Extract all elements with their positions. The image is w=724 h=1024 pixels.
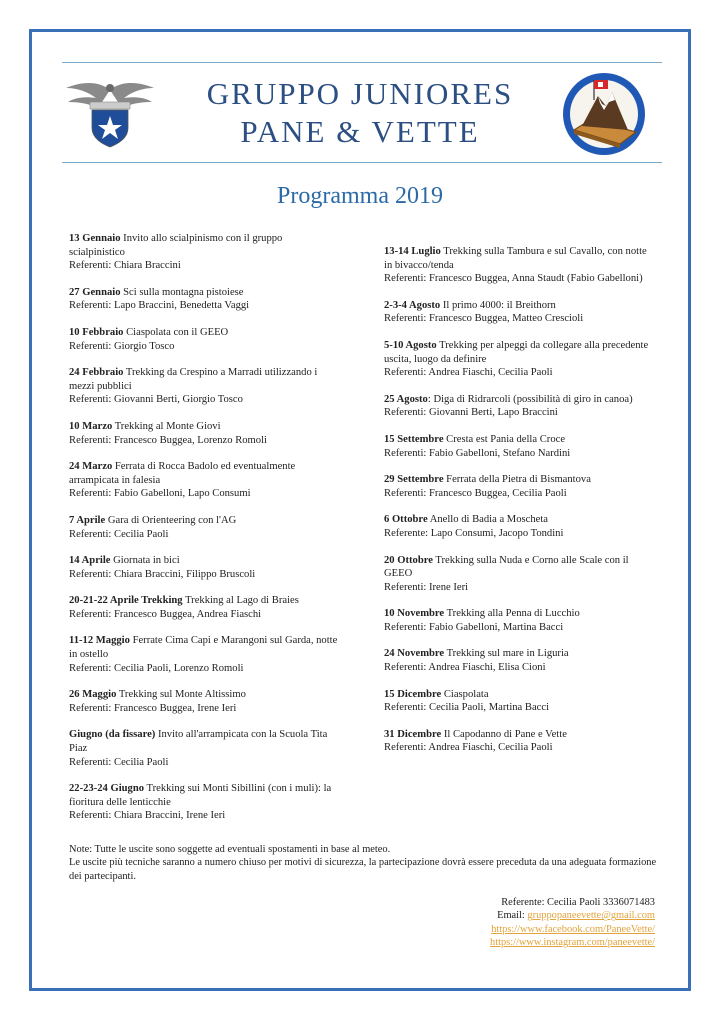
event-referents: Referenti: Francesco Buggea, Anna Staudt (Fabio Gabelloni) (384, 273, 643, 285)
title-line-1: GRUPPO JUNIORES (206, 76, 514, 111)
event-line (384, 393, 654, 407)
event-referents: Referenti: Chiara Braccini (69, 260, 181, 272)
event-item (69, 688, 339, 715)
contact-email-label: Email: (497, 910, 528, 922)
event-date: 14 Aprile (69, 555, 111, 567)
contact-referente: Referente: Cecilia Paoli 3336071483 (501, 897, 655, 908)
event-referents: Referenti: Andrea Fiaschi, Cecilia Paoli (384, 367, 553, 379)
event-description: Trekking al Monte Giovi (112, 420, 221, 432)
event-description: Trekking alla Penna di Lucchio (444, 608, 580, 620)
event-description: Invito all'arrampicata con la Scuola Tita Piaz (69, 729, 328, 755)
event-item (69, 594, 339, 621)
event-date: 11-12 Maggio (69, 635, 130, 647)
contact-email-link[interactable]: gruppopaneevette@gmail.com (527, 910, 655, 922)
event-referents: Referenti: Francesco Buggea, Andrea Fiaschi (69, 608, 262, 620)
contact-email-row (490, 909, 655, 922)
event-line (69, 514, 339, 528)
event-referents: Referenti: Cecilia Paoli, Martina Bacci (384, 702, 550, 714)
event-line (69, 460, 339, 487)
event-item (69, 634, 339, 675)
event-item (384, 513, 654, 540)
event-date: 24 Marzo (69, 461, 113, 473)
event-line (384, 607, 654, 621)
event-referents: Referente: Lapo Consumi, Jacopo Tondini (384, 527, 564, 539)
event-description: Giornata in bici (110, 555, 180, 567)
event-line (384, 299, 654, 313)
event-item (384, 554, 654, 595)
note-line-1: Note: Tutte le uscite sono soggette ad eventuali spostamenti in base al meteo. (69, 844, 391, 855)
event-line (384, 554, 654, 581)
cai-logo-icon (62, 76, 158, 150)
event-line (384, 728, 654, 742)
event-description: Ciaspolata (441, 688, 489, 700)
event-referents: Referenti: Cecilia Paoli (69, 528, 169, 540)
event-item (384, 607, 654, 634)
event-item (69, 554, 339, 581)
event-description: Il Capodanno di Pane e Vette (441, 728, 567, 740)
event-referents: Referenti: Francesco Buggea, Irene Ieri (69, 702, 237, 714)
event-item (69, 420, 339, 447)
event-line (69, 594, 339, 608)
event-date: 20-21-22 Aprile Trekking (69, 595, 183, 607)
event-date: 29 Settembre (384, 474, 444, 486)
event-line (69, 326, 339, 340)
event-item (384, 433, 654, 460)
event-description: Ferrata della Pietra di Bismantova (443, 474, 591, 486)
event-item (384, 647, 654, 674)
event-item (69, 232, 339, 273)
event-referents: Referenti: Fabio Gabelloni, Lapo Consumi (69, 488, 251, 500)
event-description: Invito allo scialpinismo con il gruppo scialpinistico (69, 233, 283, 258)
event-referents: Referenti: Fabio Gabelloni, Martina Bacci (384, 621, 564, 633)
event-description: Ferrata di Rocca Badolo ed eventualmente arrampicata in falesia (69, 461, 296, 486)
event-referents: Referenti: Andrea Fiaschi, Elisa Cioni (384, 662, 546, 674)
event-line (384, 647, 654, 661)
event-line (384, 513, 654, 527)
event-item (384, 688, 654, 715)
events-column-left (69, 232, 339, 836)
event-date: 10 Febbraio (69, 326, 124, 338)
event-line (69, 688, 339, 702)
event-line (69, 728, 339, 755)
event-description: Trekking sulla Nuda e Corno alle Scale con il GEEO (384, 554, 629, 580)
event-description: Gara di Orienteering con l'AG (105, 514, 237, 526)
event-item (69, 286, 339, 313)
event-referents: Referenti: Irene Ieri (384, 581, 469, 593)
event-description: : Diga di Ridrarcoli (possibilità di giro in canoa) (427, 393, 633, 405)
event-referents: Referenti: Lapo Braccini, Benedetta Vaggi (69, 300, 250, 312)
event-line (69, 286, 339, 300)
event-item (69, 514, 339, 541)
event-item (384, 473, 654, 500)
event-date: 6 Ottobre (384, 514, 428, 526)
event-item (384, 299, 654, 326)
event-item (384, 393, 654, 420)
event-line (384, 245, 654, 272)
event-referents: Referenti: Cecilia Paoli, Lorenzo Romoli (69, 662, 244, 674)
page-subtitle: Programma 2019 (277, 183, 443, 209)
event-item (69, 782, 339, 823)
event-date: 31 Dicembre (384, 728, 442, 740)
event-description: Cresta est Pania della Croce (443, 433, 566, 445)
event-date: 27 Gennaio (69, 286, 121, 298)
event-date: 10 Novembre (384, 608, 445, 620)
event-line (69, 420, 339, 434)
event-referents: Referenti: Chiara Braccini, Filippo Bruscoli (69, 568, 256, 580)
event-date: 13 Gennaio (69, 233, 121, 244)
event-description: Ferrate Cima Capi e Marangoni sul Garda, notte in ostello (69, 635, 338, 661)
event-item (384, 245, 654, 286)
event-line (384, 339, 654, 366)
event-description: Trekking da Crespino a Marradi utilizzando i mezzi pubblici (69, 367, 318, 392)
event-date: Giugno (da fissare) (69, 729, 156, 741)
event-date: 7 Aprile (69, 514, 106, 526)
event-line (69, 554, 339, 568)
note-line-2: Le uscite più tecniche saranno a numero chiuso per motivi di sicurezza, la partecipazione dovrà essere preceduta da una adeguata formazione dei partecipanti. (69, 857, 657, 882)
event-referents: Referenti: Giovanni Berti, Giorgio Tosco (69, 394, 243, 406)
notes-section (69, 843, 669, 883)
event-item (69, 326, 339, 353)
event-item (384, 339, 654, 380)
title-line-2: PANE & VETTE (240, 114, 480, 149)
event-referents: Referenti: Chiara Braccini, Irene Ieri (69, 810, 226, 822)
event-date: 26 Maggio (69, 689, 117, 701)
event-line (384, 433, 654, 447)
event-description: Trekking sul Monte Altissimo (116, 689, 246, 701)
event-line (69, 782, 339, 809)
event-referents: Referenti: Francesco Buggea, Matteo Crescioli (384, 313, 584, 325)
event-date: 25 Agosto (384, 393, 428, 405)
event-referents: Referenti: Francesco Buggea, Lorenzo Romoli (69, 434, 267, 446)
event-line (384, 473, 654, 487)
event-description: Anello di Badia a Moscheta (427, 514, 548, 526)
event-date: 2-3-4 Agosto (384, 299, 441, 311)
event-referents: Referenti: Fabio Gabelloni, Stefano Nardini (384, 447, 571, 459)
event-description: Trekking sul mare in Liguria (444, 648, 569, 660)
event-description: Sci sulla montagna pistoiese (120, 286, 244, 298)
facebook-link[interactable]: https://www.facebook.com/PaneeVette/ (491, 923, 655, 935)
event-date: 24 Novembre (384, 648, 445, 660)
event-item (69, 366, 339, 407)
event-line (69, 634, 339, 661)
event-date: 20 Ottobre (384, 554, 433, 566)
instagram-link[interactable]: https://www.instagram.com/paneevette/ (490, 937, 655, 949)
event-date: 5-10 Agosto (384, 339, 437, 351)
event-referents: Referenti: Cecilia Paoli (69, 756, 169, 768)
pane-e-vette-logo-icon (560, 70, 648, 158)
event-line (69, 232, 339, 259)
event-referents: Referenti: Francesco Buggea, Cecilia Paoli (384, 487, 567, 499)
event-date: 15 Dicembre (384, 688, 442, 700)
event-date: 15 Settembre (384, 433, 444, 445)
event-description: Ciaspolata con il GEEO (123, 326, 229, 338)
event-item (384, 728, 654, 755)
contact-section (490, 896, 655, 950)
event-description: Trekking al Lago di Braies (182, 595, 299, 607)
event-referents: Referenti: Andrea Fiaschi, Cecilia Paoli (384, 742, 553, 754)
event-item (69, 460, 339, 501)
header-rule-top (62, 62, 662, 63)
header-rule-bottom (62, 162, 662, 163)
event-date: 22-23-24 Giugno (69, 783, 145, 795)
event-description: Trekking per alpeggi da collegare alla precedente uscita, luogo da definire (384, 339, 649, 365)
event-description: Trekking sui Monti Sibillini (con i muli): la fioritura delle lenticchie (69, 783, 332, 808)
event-referents: Referenti: Giovanni Berti, Lapo Braccini (384, 407, 558, 419)
event-date: 13-14 Luglio (384, 246, 441, 257)
event-line (384, 688, 654, 702)
event-description: Il primo 4000: il Breithorn (440, 299, 556, 311)
event-date: 24 Febbraio (69, 367, 124, 379)
event-line (69, 366, 339, 393)
event-date: 10 Marzo (69, 420, 113, 432)
event-description: Trekking sulla Tambura e sul Cavallo, con notte in bivacco/tenda (384, 246, 647, 271)
events-column-right (384, 245, 654, 768)
event-item (69, 728, 339, 769)
event-referents: Referenti: Giorgio Tosco (69, 340, 175, 352)
